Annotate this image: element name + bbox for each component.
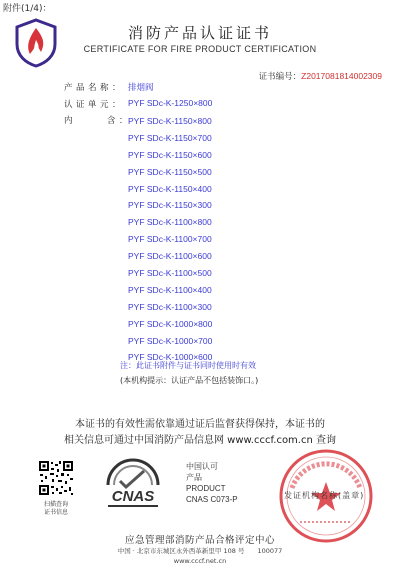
model-item: PYF SDc-K-1150×400 (128, 183, 212, 194)
certification-unit-value: PYF SDc-K-1250×800 (128, 98, 213, 108)
organization-address: 中国 · 北京市东城区永外西革新里甲 108 号 100077 (117, 547, 283, 555)
contains-label-right: 含： (107, 116, 132, 126)
attachment-validity-note: 注：此证书附件与证书同时使用时有效 (120, 361, 256, 370)
certification-unit-label: 认证单元： (64, 100, 125, 110)
product-name-value: 排烟阀 (128, 82, 154, 92)
model-item: PYF SDc-K-1150×600 (128, 149, 212, 160)
cnas-logo-icon (100, 455, 166, 513)
contains-label-left: 内 (64, 116, 77, 126)
accreditation-line4: CNAS C073-P (186, 495, 238, 504)
certificate-number-value: Z2017081814002309 (301, 71, 382, 81)
certificate-subtitle: CERTIFICATE FOR FIRE PRODUCT CERTIFICATION (83, 44, 317, 54)
model-item: PYF SDc-K-1100×400 (128, 284, 212, 295)
certificate-title: 消防产品认证证书 (127, 24, 272, 42)
model-item: PYF SDc-K-1100×500 (128, 268, 212, 279)
model-item: PYF SDc-K-1000×600 (128, 352, 213, 363)
model-item: PYF SDc-K-1150×500 (128, 166, 212, 177)
qr-code-icon (38, 460, 74, 496)
accreditation-line3: PRODUCT (186, 484, 226, 493)
issuing-authority-sign-label: 发证机构名称(盖章) (284, 491, 365, 500)
model-item: PYF SDc-K-1150×300 (128, 200, 212, 211)
validity-statement-line2: 相关信息可通过中国消防产品信息网 www.cccf.com.cn 查询 (64, 435, 336, 446)
model-item: PYF SDc-K-1100×300 (128, 301, 212, 312)
accreditation-line1: 中国认可 (186, 462, 218, 471)
issuing-organization: 应急管理部消防产品合格评定中心 (124, 535, 275, 546)
cnas-logo-text: CNAS (111, 488, 155, 505)
product-name-label: 产品名称： (64, 83, 125, 93)
model-item: PYF SDc-K-1100×600 (128, 251, 212, 262)
model-list (128, 113, 212, 366)
model-item: PYF SDc-K-1150×700 (128, 132, 212, 143)
attachment-label: 附件(1/4)： (3, 4, 52, 14)
model-item: PYF SDc-K-1000×800 (128, 318, 213, 329)
validity-statement-line1: 本证书的有效性需依靠通过证后监督获得保持，本证书的 (75, 419, 325, 430)
qr-caption-line1: 扫描查询 (43, 501, 68, 508)
model-item: PYF SDc-K-1100×800 (128, 217, 212, 228)
institution-remark: (本机构提示：认证产品不包括装饰口。) (120, 376, 259, 385)
model-item: PYF SDc-K-1150×800 (128, 116, 212, 126)
certificate-number (259, 70, 382, 82)
accreditation-line2: 产品 (186, 473, 202, 482)
model-item: PYF SDc-K-1000×700 (128, 335, 213, 346)
model-item: PYF SDc-K-1100×700 (128, 234, 212, 245)
qr-caption-line2: 证书信息 (43, 509, 68, 516)
certificate-number-label: 证书编号： (258, 72, 302, 82)
organization-website: www.cccf.net.cn (173, 557, 227, 565)
